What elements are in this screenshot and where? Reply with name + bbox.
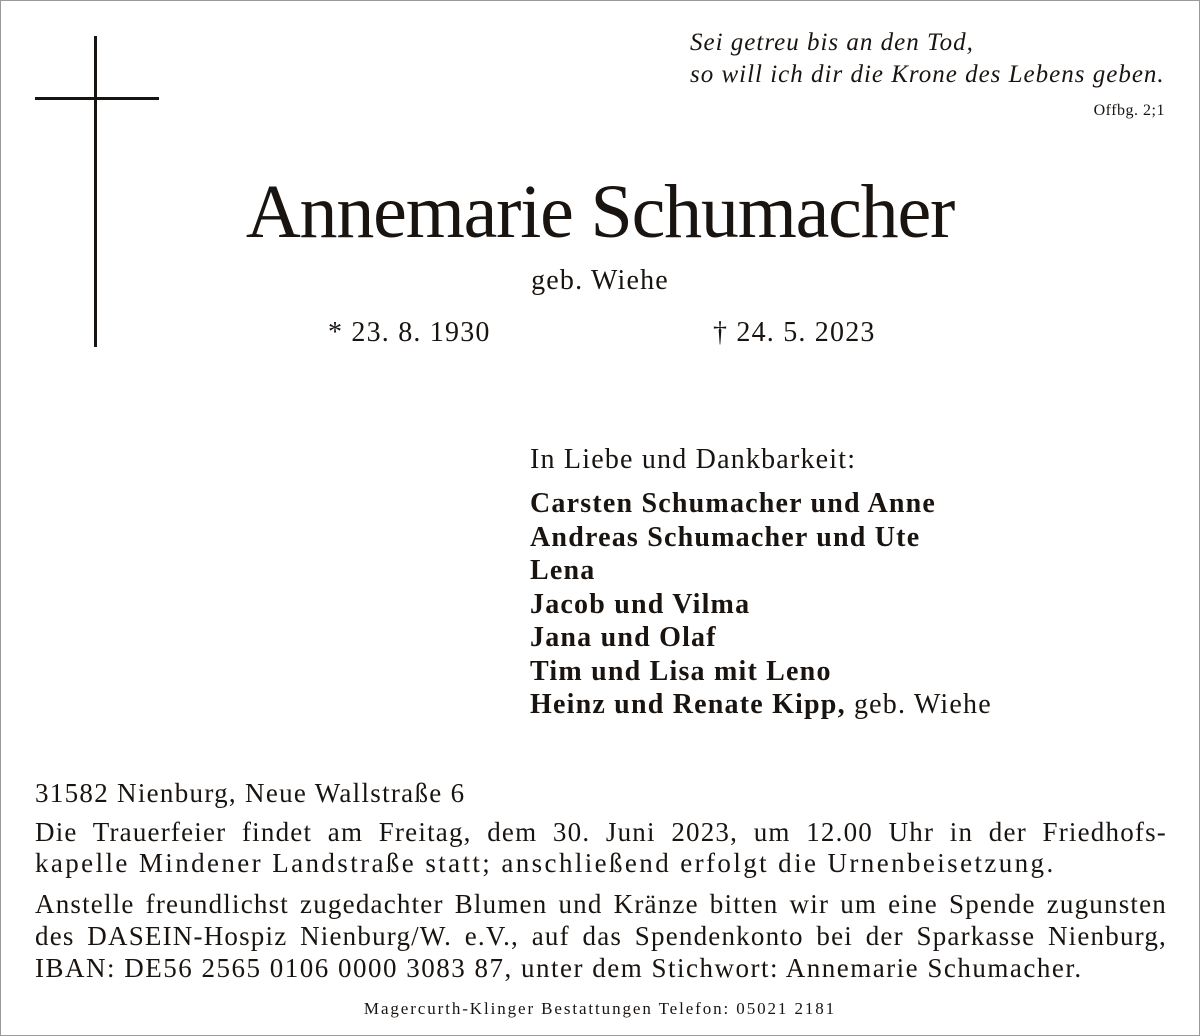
deceased-name: Annemarie Schumacher xyxy=(245,170,955,254)
mourners-list xyxy=(530,487,992,722)
mourner-name: Andreas Schumacher und Ute xyxy=(530,521,921,553)
mourner-name: Jana und Olaf xyxy=(530,622,717,653)
donation-info-paragraph xyxy=(35,888,1167,984)
paragraph-line: IBAN: DE56 2565 0106 0000 3083 87, unter dem Stichwort: Annemarie Schumacher. xyxy=(35,953,1083,983)
paragraph-line: Die Trauerfeier findet am Freitag, dem 30. Juni 2023, um 12.00 Uhr in der Friedhofs- xyxy=(35,817,1167,847)
paragraph-line: kapelle Mindener Landstraße statt; anschließend erfolgt die Urnenbeisetzung. xyxy=(35,848,1056,878)
mourner-name: Tim und Lisa mit Leno xyxy=(530,655,832,687)
funeral-info-paragraph xyxy=(35,817,1167,879)
verse-line: Sei getreu bis an den Tod, xyxy=(690,29,974,56)
mourner-maiden-name: geb. Wiehe xyxy=(853,689,992,720)
death-date: † 24. 5. 2023 xyxy=(713,317,876,348)
mourner-name-bold: Heinz und Renate Kipp, xyxy=(530,689,846,720)
maiden-name: geb. Wiehe xyxy=(531,265,669,296)
mourner-name: Carsten Schumacher und Anne xyxy=(530,488,937,519)
mourner-name: Jacob und Vilma xyxy=(530,588,751,620)
bible-verse xyxy=(690,27,1165,91)
undertaker-footer: Magercurth-Klinger Bestattungen Telefon: 05021 2181 xyxy=(363,999,837,1018)
cross-horizontal-bar xyxy=(35,97,159,100)
mourner-name: Lena xyxy=(530,555,596,586)
verse-reference: Offbg. 2;1 xyxy=(1093,102,1165,119)
mourners-intro: In Liebe und Dankbarkeit: xyxy=(530,444,857,475)
paragraph-line: Anstelle freundlichst zugedachter Blumen und Kränze bitten wir um eine Spende zugunsten xyxy=(35,889,1167,919)
verse-line: so will ich dir die Krone des Lebens geben. xyxy=(690,61,1165,88)
mourner-name-last xyxy=(530,688,992,722)
family-address: 31582 Nienburg, Neue Wallstraße 6 xyxy=(35,778,466,808)
birth-date: * 23. 8. 1930 xyxy=(328,317,491,348)
paragraph-line: des DASEIN-Hospiz Nienburg/W. e.V., auf das Spendenkonto bei der Sparkasse Nienburg, xyxy=(35,921,1167,951)
